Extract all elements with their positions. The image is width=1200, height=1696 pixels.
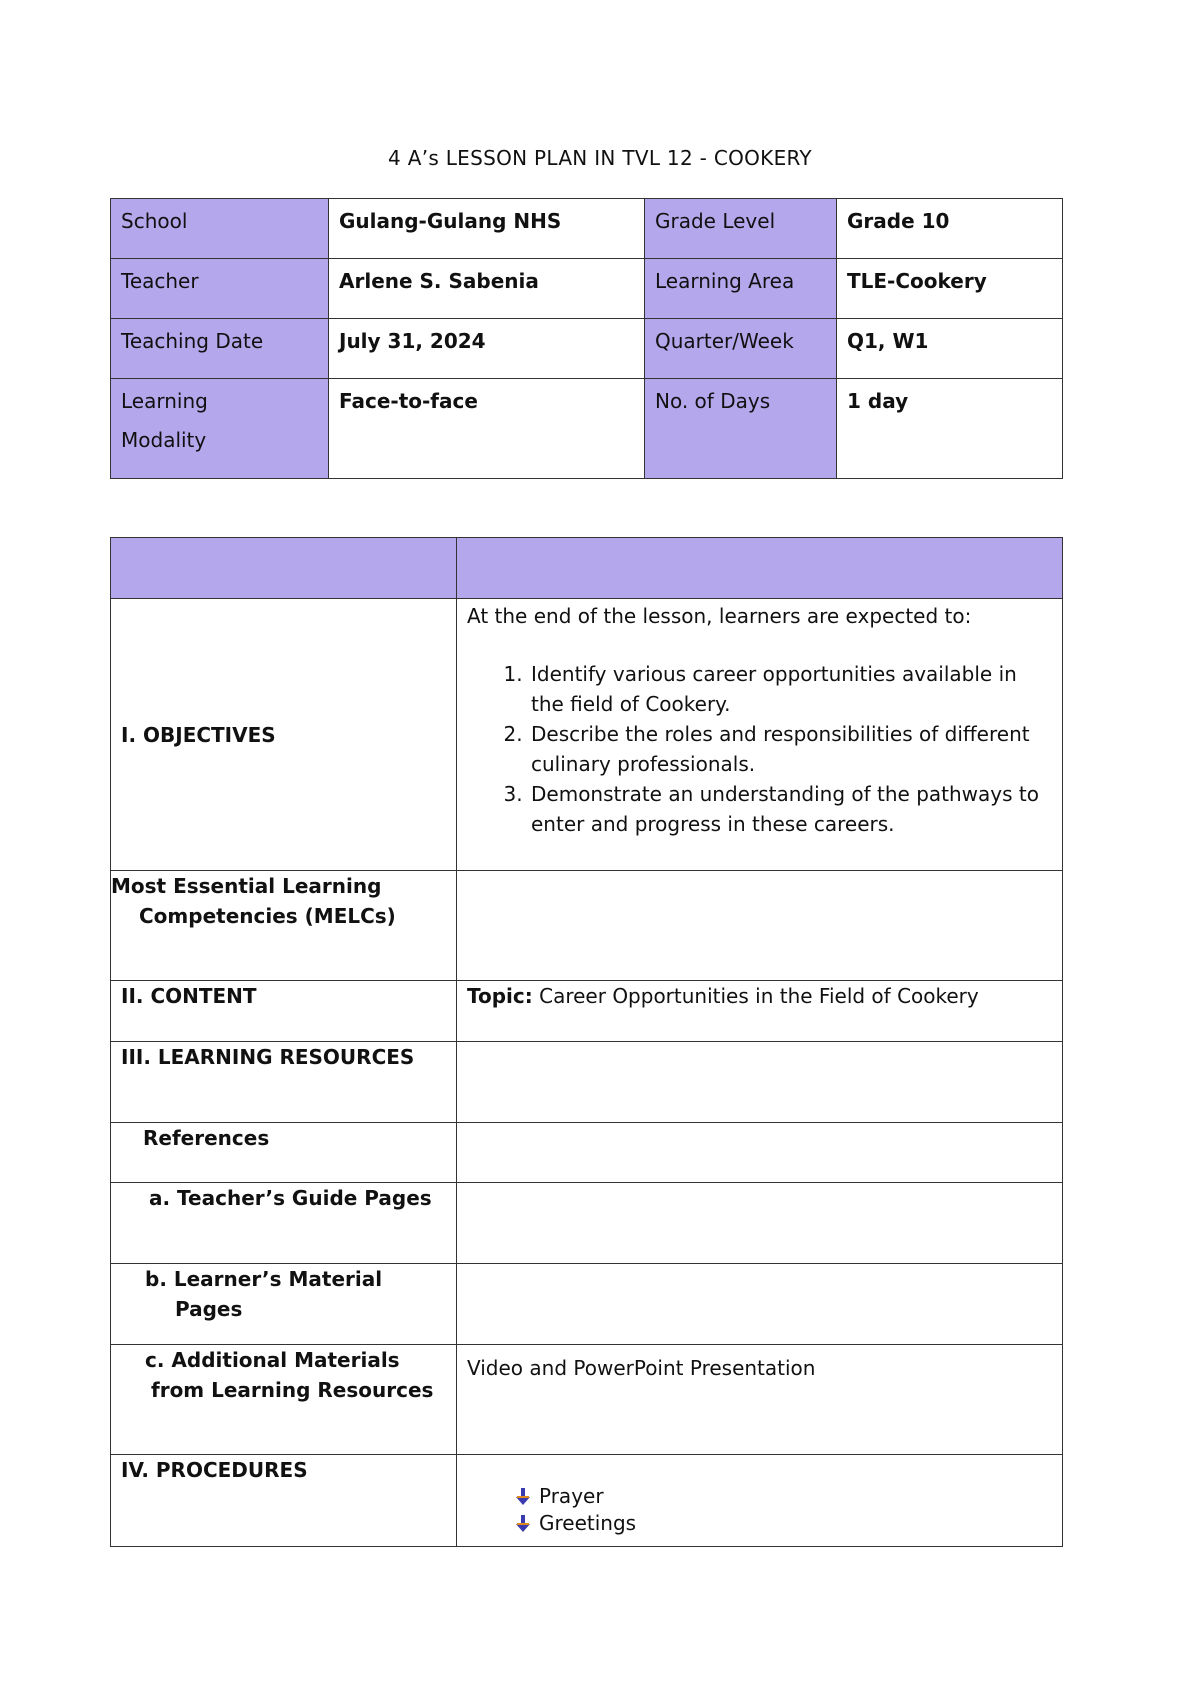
quarter-value: Q1, W1	[837, 319, 1063, 379]
melcs-value	[457, 871, 1063, 981]
info-table	[110, 198, 1063, 479]
teacher-value: Arlene S. Sabenia	[329, 259, 645, 319]
area-value: TLE-Cookery	[837, 259, 1063, 319]
resources-value	[457, 1042, 1063, 1123]
melcs-label: Most Essential Learning Competencies (MELCs)	[111, 871, 457, 981]
objectives-list	[467, 659, 1052, 839]
objectives-label: I. OBJECTIVES	[111, 599, 457, 871]
modality-label-line2: Modality	[121, 428, 207, 452]
grade-label: Grade Level	[645, 199, 837, 259]
grade-value: Grade 10	[837, 199, 1063, 259]
content-label: II. CONTENT	[111, 981, 457, 1042]
procedures-cell	[457, 1455, 1063, 1547]
additional-materials-value: Video and PowerPoint Presentation	[457, 1345, 1063, 1455]
learners-material-label	[111, 1264, 457, 1345]
page-title: 4 A’s LESSON PLAN IN TVL 12 - COOKERY	[388, 146, 812, 170]
days-value: 1 day	[837, 379, 1063, 479]
lesson-plan-table	[110, 537, 1063, 1547]
resources-label: III. LEARNING RESOURCES	[111, 1042, 457, 1123]
date-label: Teaching Date	[111, 319, 329, 379]
arrow-down-bullet-icon	[515, 1483, 539, 1510]
teachers-guide-label	[111, 1183, 457, 1264]
area-label: Learning Area	[645, 259, 837, 319]
school-label: School	[111, 199, 329, 259]
objectives-cell	[457, 599, 1063, 871]
additional-materials-text: c. Additional Materials from Learning Resources	[145, 1348, 434, 1402]
additional-materials-label	[111, 1345, 457, 1455]
learners-material-text: b. Learner’s Material Pages	[145, 1267, 383, 1321]
references-label: References	[111, 1123, 457, 1183]
topic-label: Topic:	[467, 984, 533, 1008]
objective-item: 3. Demonstrate an understanding of the pathways to enter and progress in these careers.	[529, 779, 1052, 839]
modality-label-line1: Learning	[121, 389, 208, 413]
procedures-list	[467, 1483, 1052, 1537]
date-value: July 31, 2024	[329, 319, 645, 379]
teachers-guide-value	[457, 1183, 1063, 1264]
objectives-intro: At the end of the lesson, learners are expected to:	[467, 604, 972, 628]
procedure-text: Prayer	[539, 1484, 604, 1508]
procedure-text: Greetings	[539, 1511, 637, 1535]
header-cell-left	[111, 538, 457, 599]
header-cell-right	[457, 538, 1063, 599]
procedure-item	[515, 1510, 1052, 1537]
references-value	[457, 1123, 1063, 1183]
topic-value: Career Opportunities in the Field of Cookery	[532, 984, 979, 1008]
procedures-label: IV. PROCEDURES	[111, 1455, 457, 1547]
teachers-guide-text: a. Teacher’s Guide Pages	[149, 1186, 432, 1210]
modality-label	[111, 379, 329, 479]
procedure-item	[515, 1483, 1052, 1510]
objective-item: 1. Identify various career opportunities available in the field of Cookery.	[529, 659, 1052, 719]
quarter-label: Quarter/Week	[645, 319, 837, 379]
teacher-label: Teacher	[111, 259, 329, 319]
school-value: Gulang-Gulang NHS	[329, 199, 645, 259]
learners-material-value	[457, 1264, 1063, 1345]
arrow-down-bullet-icon	[515, 1510, 539, 1537]
content-cell	[457, 981, 1063, 1042]
objective-item: 2. Describe the roles and responsibilities of different culinary professionals.	[529, 719, 1052, 779]
modality-value: Face-to-face	[329, 379, 645, 479]
days-label: No. of Days	[645, 379, 837, 479]
